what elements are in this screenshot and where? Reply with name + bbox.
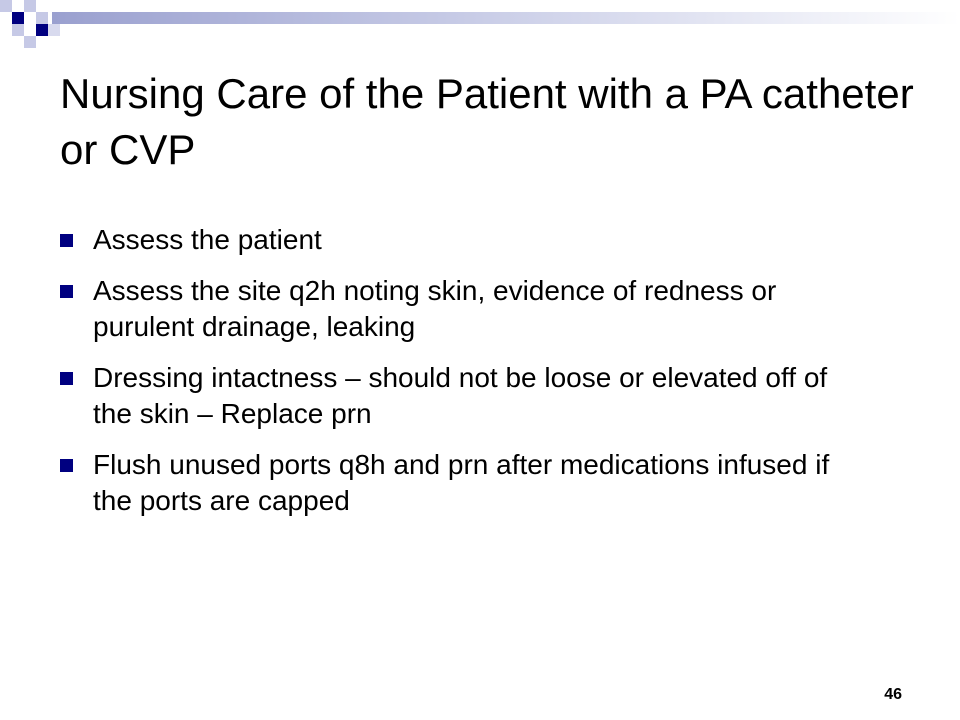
decor-square <box>12 24 24 36</box>
corner-decoration <box>0 0 90 60</box>
decor-square <box>24 36 36 48</box>
bullet-text: Dressing intactness – should not be loose or elevated off of the skin – Replace prn <box>93 362 828 429</box>
slide-title: Nursing Care of the Patient with a PA catheter or CVP <box>60 70 914 173</box>
bullet-list <box>60 222 860 534</box>
square-bullet-icon <box>60 234 73 247</box>
decor-square <box>48 24 60 36</box>
square-bullet-icon <box>60 285 73 298</box>
decor-square <box>24 0 36 12</box>
decor-square <box>36 12 48 24</box>
top-gradient-bar <box>52 12 960 24</box>
bullet-text: Assess the site q2h noting skin, evidence of redness or purulent drainage, leaking <box>93 275 777 342</box>
square-bullet-icon <box>60 372 73 385</box>
decor-square <box>36 24 48 36</box>
bullet-item <box>60 447 860 519</box>
bullet-item <box>60 222 860 258</box>
square-bullet-icon <box>60 459 73 472</box>
decor-square <box>12 12 24 24</box>
bullet-text: Assess the patient <box>93 224 322 255</box>
slide-number: 46 <box>884 686 902 703</box>
decor-square <box>0 0 12 12</box>
bullet-text: Flush unused ports q8h and prn after medications infused if the ports are capped <box>93 449 830 516</box>
bullet-item <box>60 273 860 345</box>
bullet-item <box>60 360 860 432</box>
